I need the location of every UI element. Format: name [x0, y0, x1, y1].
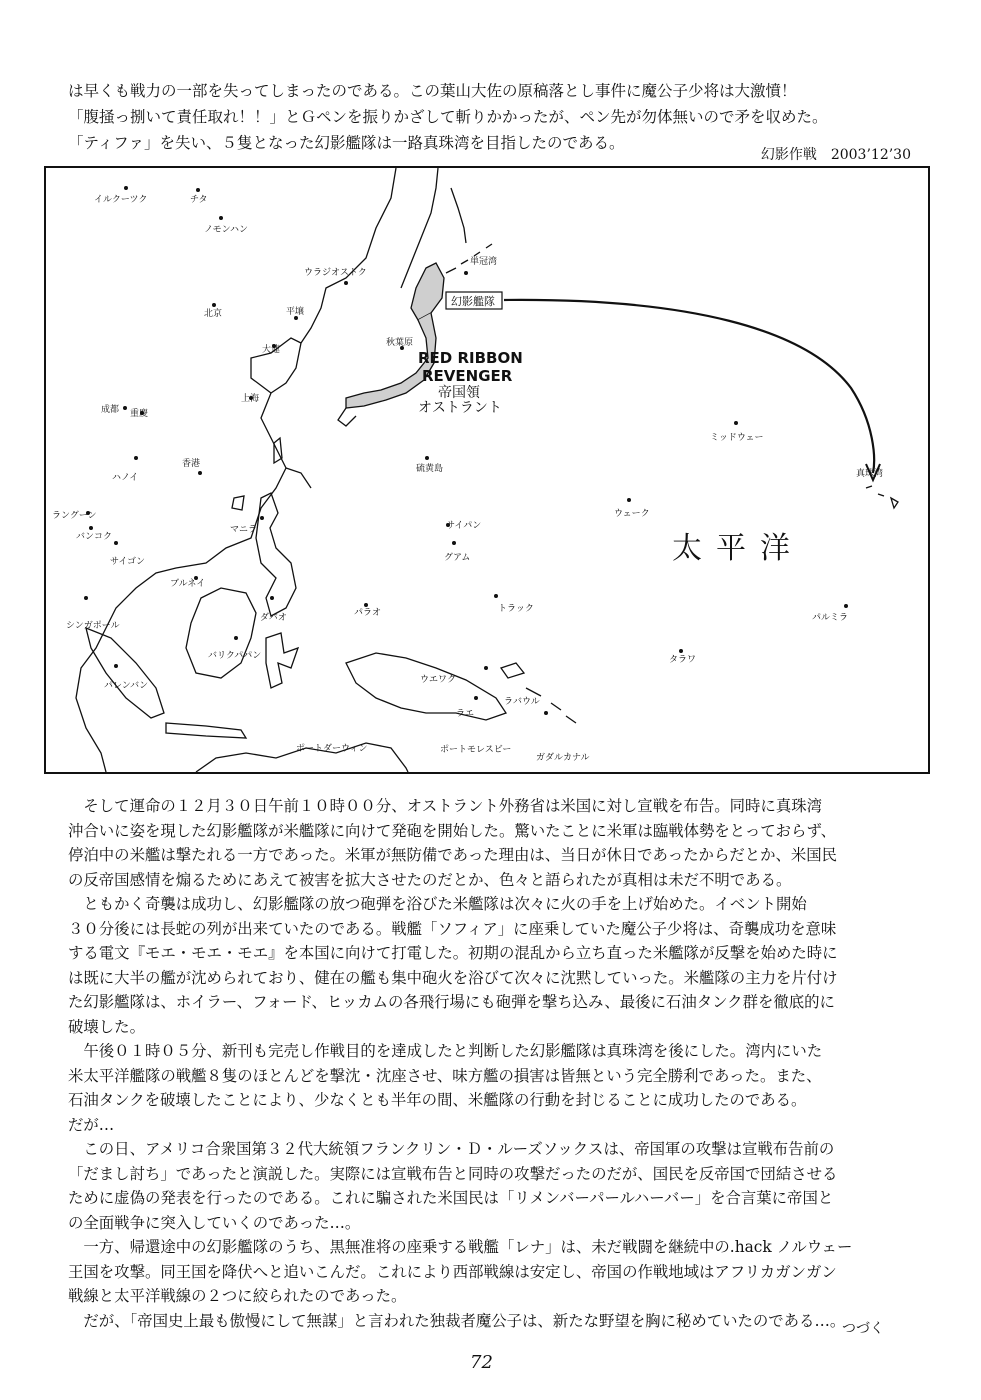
intro-line: 「ティファ」を失い、５隻となった幻影艦隊は一路真珠湾を目指したのである。	[68, 134, 625, 152]
body-line: この日、アメリコ合衆国第３２代大統領フランクリン・Ｄ・ルーズソックスは、帝国軍の攻撃は宣戦布告前の	[68, 1140, 835, 1158]
place-label: ポートダーウィン	[296, 744, 368, 754]
body-line: 戦線と太平洋戦線の２つに絞られたのであった。	[68, 1287, 407, 1305]
body-line: た幻影艦隊は、ホイラー、フォード、ヒッカムの各飛行場にも砲弾を撃ち込み、最後に石油タンク群を徹底的に	[68, 993, 835, 1011]
ocean-label: 太平洋	[672, 531, 804, 566]
place-label: イルクーツク	[94, 195, 148, 205]
body-line: そして運命の１２月３０日午前１０時００分、オストラント外務省は米国に対し宣戦を布告。同時に真珠湾	[68, 797, 822, 815]
place-label: タラワ	[669, 655, 697, 665]
place-label: 単冠湾	[470, 257, 498, 267]
body-line: は既に大半の艦が沈められており、健在の艦も集中砲火を浴びて次々に沈黙していった。米艦隊の主力を片付け	[68, 968, 838, 987]
body-line: 破壊した。	[68, 1017, 145, 1036]
body-line: 王国を攻撃。同王国を降伏へと追いこんだ。これにより西部戦線は安定し、帝国の作戦地域はアフリカガンガン	[68, 1262, 837, 1281]
place-label: 硫黄島	[416, 464, 444, 474]
place-label: 成都	[101, 405, 120, 415]
body-line: 沖合いに姿を現した幻影艦隊が米艦隊に向けて発砲を開始した。驚いたことに米軍は臨戦体勢をとっておらず、	[68, 821, 836, 840]
place-label: 北京	[204, 309, 223, 319]
credit-line: 幻影作戦 2003’12’30	[760, 147, 911, 163]
place-label: バンコク	[76, 532, 113, 542]
body-line: だが、「帝国史上最も傲慢にして無謀」と言われた独裁者魔公子は、新たな野望を胸に秘めていたのである…。	[68, 1311, 846, 1330]
body-line: 一方、帰還途中の幻影艦隊のうち、黒無准将の座乗する戦艦「レナ」は、未だ戦闘を継続中の.hack ノルウェー	[68, 1238, 853, 1256]
place-label: ウラジオストク	[304, 268, 367, 278]
place-label: パラオ	[354, 608, 382, 618]
place-label: ダバオ	[260, 613, 287, 623]
place-label: ポートモレスビー	[440, 745, 512, 755]
red-ribbon-line2: REVENGER	[422, 367, 513, 385]
place-label: サイゴン	[110, 557, 146, 567]
body-line: 午後０１時０５分、新刊も完売し作戦目的を達成したと判断した幻影艦隊は真珠湾を後にした。湾内にいた	[68, 1042, 823, 1060]
body-line: だが…	[68, 1115, 115, 1134]
body-line: ３０分後には長蛇の列が出来ていたのである。戦艦「ソフィア」に座乗していた魔公子少将は、奇襲成功を意味	[68, 919, 837, 938]
to-be-continued: つづく	[842, 1321, 884, 1337]
place-label: マニラ	[230, 525, 258, 535]
place-label: グアム	[444, 553, 471, 563]
place-label: ラバウル	[504, 697, 540, 707]
place-label: 香港	[182, 459, 201, 469]
intro-line: は早くも戦力の一部を失ってしまったのである。この葉山大佐の原稿落とし事件に魔公子少将は大激憤！	[68, 82, 797, 100]
place-label: 上海	[241, 394, 260, 404]
place-label: ウエワク	[420, 675, 457, 685]
place-label: ウェーク	[614, 509, 650, 519]
place-label: ガダルカナル	[536, 753, 590, 763]
empire-line1: 帝国領	[438, 385, 480, 401]
map-drawing	[46, 168, 928, 772]
body-text	[68, 794, 928, 1333]
place-label: 秋葉原	[386, 338, 414, 348]
intro-line: 「腹掻っ捌いて責任取れ！！」とＧペンを振りかざして斬りかかったが、ペン先が勿体無いので矛を収めた。	[68, 108, 828, 126]
place-label: ブルネイ	[170, 579, 206, 589]
empire-line2: オストラント	[418, 400, 502, 416]
place-label: サイパン	[446, 521, 482, 531]
body-line: の反帝国感情を煽るためにあえて被害を拡大させたのだとか、色々と語られたが真相は未だ不明である。	[68, 870, 792, 889]
body-line: の全面戦争に突入していくのであった…。	[68, 1213, 361, 1232]
body-line: 米太平洋艦隊の戦艦８隻のほとんどを撃沈・沈座させ、味方艦の損害は皆無という完全勝利であった。また、	[68, 1066, 822, 1085]
place-label: 重慶	[130, 409, 149, 419]
body-line: ともかく奇襲は成功し、幻影艦隊の放つ砲弾を浴びた米艦隊は次々に火の手を上げ始めた。イベント開始	[68, 895, 807, 913]
page-number: 72	[470, 1352, 493, 1373]
place-label: バリクパパン	[208, 651, 262, 661]
body-line: 停泊中の米艦は撃たれる一方であった。米軍が無防備であった理由は、当日が休日であったからだとか、米国民	[68, 846, 838, 864]
body-line: 石油タンクを破壊したことにより、少なくとも半年の間、米艦隊の行動を封じることに成功したのである。	[68, 1091, 807, 1109]
place-label: ラエ	[456, 709, 475, 719]
body-line: ために虚偽の発表を行ったのである。これに騙された米国民は「リメンバーパールハーバー」を合言葉に帝国と	[68, 1189, 834, 1207]
body-line: 「だまし討ち」であったと演説した。実際には宣戦布告と同時の攻撃だったのだが、国民を反帝国で団結させる	[68, 1164, 838, 1183]
place-label: ノモンハン	[204, 225, 249, 235]
place-label: チタ	[190, 195, 208, 205]
place-label: ミッドウェー	[710, 433, 764, 443]
body-line: する電文『モエ・モエ・モエ』を本国に向けて打電した。初期の混乱から立ち直った米艦隊が反撃を始めた時に	[68, 944, 838, 962]
place-label: トラック	[498, 604, 534, 614]
place-label: 真珠湾	[856, 469, 884, 479]
place-label: 大連	[262, 345, 281, 355]
place-label: ラングーン	[52, 511, 97, 521]
place-label: 平壌	[286, 307, 305, 317]
place-label: パレンバン	[104, 681, 149, 691]
fleet-label: 幻影艦隊	[451, 295, 495, 308]
place-label: シンガポール	[66, 621, 120, 631]
place-label: ハノイ	[112, 473, 139, 483]
red-ribbon-line1: RED RIBBON	[418, 349, 523, 367]
place-label: パルミラ	[812, 613, 849, 623]
pacific-map	[44, 166, 930, 774]
